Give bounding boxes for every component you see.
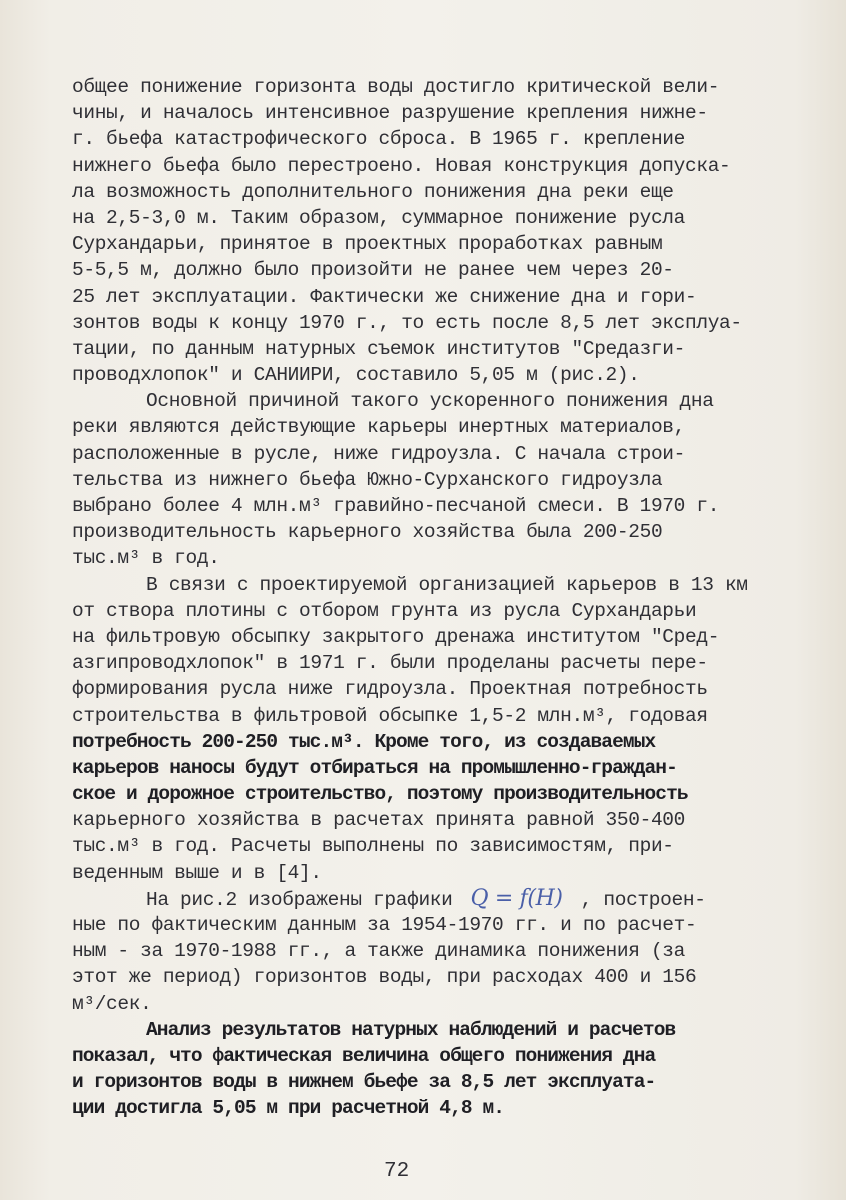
text-line: тации, по данным натурных съемок институтов "Средазги- xyxy=(72,337,686,360)
text-line: на 2,5-3,0 м. Таким образом, суммарное понижение русла xyxy=(72,206,686,229)
text-line: потребность 200-250 тыс.м³. Кроме того, из создаваемых xyxy=(72,730,656,753)
text-line: реки являются действующие карьеры инертных материалов, xyxy=(72,416,686,439)
text-line: тельства из нижнего бьефа Южно-Сурханского гидроузла xyxy=(72,468,663,491)
text-line: этот же период) горизонтов воды, при расходах 400 и 156 xyxy=(72,966,697,989)
text-line: производительность карьерного хозяйства была 200-250 xyxy=(72,521,663,544)
text-line: чины, и началось интенсивное разрушение крепления нижне- xyxy=(72,102,708,125)
text-line: м³/сек. xyxy=(72,992,152,1015)
text-line: ным - за 1970-1988 гг., а также динамика понижения (за xyxy=(72,940,686,963)
paragraph-start-line xyxy=(72,886,812,912)
text-line: общее понижение горизонта воды достигло критической вели- xyxy=(72,76,720,98)
text-line: карьерного хозяйства в расчетах принята равной 350-400 xyxy=(72,809,686,832)
text-line: ные по фактическим данным за 1954-1970 гг. и по расчет- xyxy=(72,914,697,936)
text-line: выбрано более 4 млн.м³ гравийно-песчаной смеси. В 1970 г. xyxy=(72,495,720,517)
document-body xyxy=(72,74,812,1122)
paragraph-start-line: Основной причиной такого ускоренного понижения дна xyxy=(146,390,714,413)
text-line: азгипроводхлопок" в 1971 г. были проделаны расчеты пере- xyxy=(72,652,708,675)
text-line: тыс.м³ в год. xyxy=(72,547,220,570)
text-fragment: , построен- xyxy=(580,888,706,911)
paragraph-start-line: В связи с проектируемой организацией карьеров в 13 км xyxy=(146,573,748,596)
text-fragment: На рис.2 изображены графики xyxy=(146,888,453,911)
text-line: от створа плотины с отбором грунта из русла Сурхандарьи xyxy=(72,599,697,622)
text-line: карьеров наносы будут отбираться на промышленно-граждан- xyxy=(72,756,677,779)
page-number: 72 xyxy=(384,1160,410,1183)
text-line: формирования русла ниже гидроузла. Проектная потребность xyxy=(72,678,708,701)
text-line: строительства в фильтровой обсыпке 1,5-2 млн.м³, годовая xyxy=(72,704,708,727)
text-line: показал, что фактическая величина общего понижения дна xyxy=(72,1044,656,1067)
text-line: 5-5,5 м, должно было произойти не ранее чем через 20- xyxy=(72,259,674,282)
text-line: нижнего бьефа было перестроено. Новая конструкция допуска- xyxy=(72,154,731,177)
text-line: проводхлопок" и САНИИРИ, составило 5,05 м (рис.2). xyxy=(72,364,640,387)
text-line: 25 лет эксплуатации. Фактически же снижение дна и гори- xyxy=(72,285,697,308)
text-line: ции достигла 5,05 м при расчетной 4,8 м. xyxy=(72,1097,505,1120)
text-line: на фильтровую обсыпку закрытого дренажа институтом "Сред- xyxy=(72,625,720,648)
paragraph-start-line: Анализ результатов натурных наблюдений и расчетов xyxy=(146,1018,676,1041)
text-line: ла возможность дополнительного понижения дна реки еще xyxy=(72,180,674,203)
text-line: зонтов воды к концу 1970 г., то есть после 8,5 лет эксплуа- xyxy=(72,311,742,334)
text-line: ское и дорожное строительство, поэтому производительность xyxy=(72,783,688,806)
text-line: тыс.м³ в год. Расчеты выполнены по зависимостям, при- xyxy=(72,835,674,858)
text-line: и горизонтов воды в нижнем бьефе за 8,5 лет эксплуата- xyxy=(72,1071,656,1094)
text-line: веденным выше и в [4]. xyxy=(72,861,322,884)
formula-handwritten: Q = f(H) xyxy=(470,885,563,911)
text-line: г. бьефа катастрофического сброса. В 1965 г. крепление xyxy=(72,128,686,151)
text-line: Сурхандарьи, принятое в проектных проработках равным xyxy=(72,233,663,256)
text-line: расположенные в русле, ниже гидроузла. С начала строи- xyxy=(72,442,686,465)
